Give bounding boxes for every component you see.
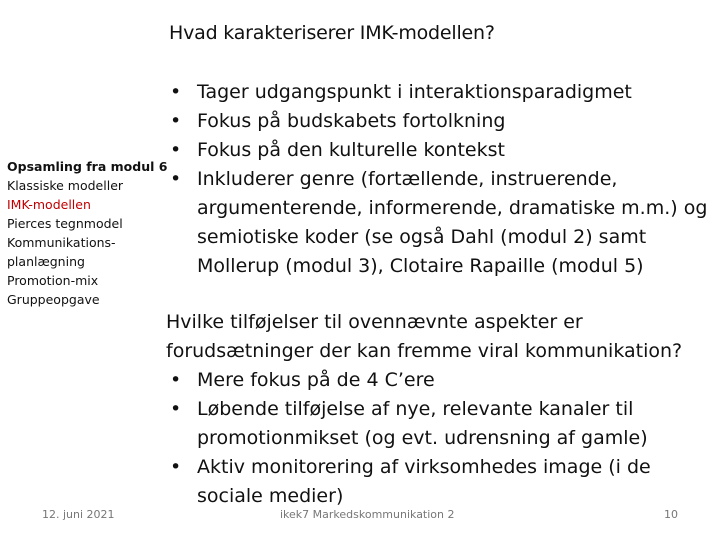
sidebar-item-imk-modellen[interactable]: IMK-modellen (7, 197, 91, 212)
footer-date: 12. juni 2021 (42, 508, 115, 521)
bottom-bullet-list (166, 366, 716, 511)
bullet-icon: • (170, 168, 182, 190)
bullet-text: Løbende tilføjelse af nye, relevante kanaler til promotionmikset (og evt. udrensning af gamle) (197, 398, 648, 449)
footer-course: ikek7 Markedskommunikation 2 (280, 508, 455, 521)
bullet-text: Mere fokus på de 4 C’ere (197, 369, 435, 391)
list-item (166, 136, 716, 165)
bullet-icon: • (170, 81, 182, 103)
sidebar-item-klassiske-modeller[interactable]: Klassiske modeller (7, 178, 124, 193)
list-item (166, 78, 716, 107)
sidebar-nav (7, 157, 167, 309)
list-item (166, 395, 716, 453)
page-number: 10 (664, 508, 678, 521)
bullet-text: Inkluderer genre (fortællende, instruerende, argumenterende, informerende, dramatiske m.m.) og semiotiske koder (se også Dahl (modul 2) samt Mollerup (modul 3), Clotaire Rapaille (modul 5) (197, 168, 708, 277)
sidebar-item-kommunikations[interactable]: Kommunikations- (7, 235, 116, 250)
question-text: Hvilke tilføjelser til ovennævnte aspekter er forudsætninger der kan fremme viral kommunikation? (166, 311, 683, 362)
list-item (166, 453, 716, 511)
sidebar-item-opsamling[interactable]: Opsamling fra modul 6 (7, 159, 168, 174)
bullet-text: Tager udgangspunkt i interaktionsparadigmet (197, 81, 632, 103)
sidebar-item-planlaegning[interactable]: planlægning (7, 254, 85, 269)
sidebar-item-pierces-tegnmodel[interactable]: Pierces tegnmodel (7, 216, 123, 231)
question-block (166, 308, 716, 511)
sidebar-item-gruppeopgave[interactable]: Gruppeopgave (7, 292, 100, 307)
top-bullet-list (166, 78, 716, 281)
list-item (166, 366, 716, 395)
list-item (166, 165, 716, 281)
bullet-icon: • (170, 456, 182, 478)
bullet-text: Fokus på budskabets fortolkning (197, 110, 506, 132)
slide-title: Hvad karakteriserer IMK-modellen? (169, 22, 495, 44)
bullet-text: Fokus på den kulturelle kontekst (197, 139, 505, 161)
bullet-icon: • (170, 398, 182, 420)
top-bullet-block (166, 78, 716, 281)
bullet-icon: • (170, 369, 182, 391)
bullet-text: Aktiv monitorering af virksomhedes image (i de sociale medier) (197, 456, 651, 507)
sidebar-item-promotion-mix[interactable]: Promotion-mix (7, 273, 99, 288)
list-item (166, 107, 716, 136)
bullet-icon: • (170, 110, 182, 132)
bullet-icon: • (170, 139, 182, 161)
